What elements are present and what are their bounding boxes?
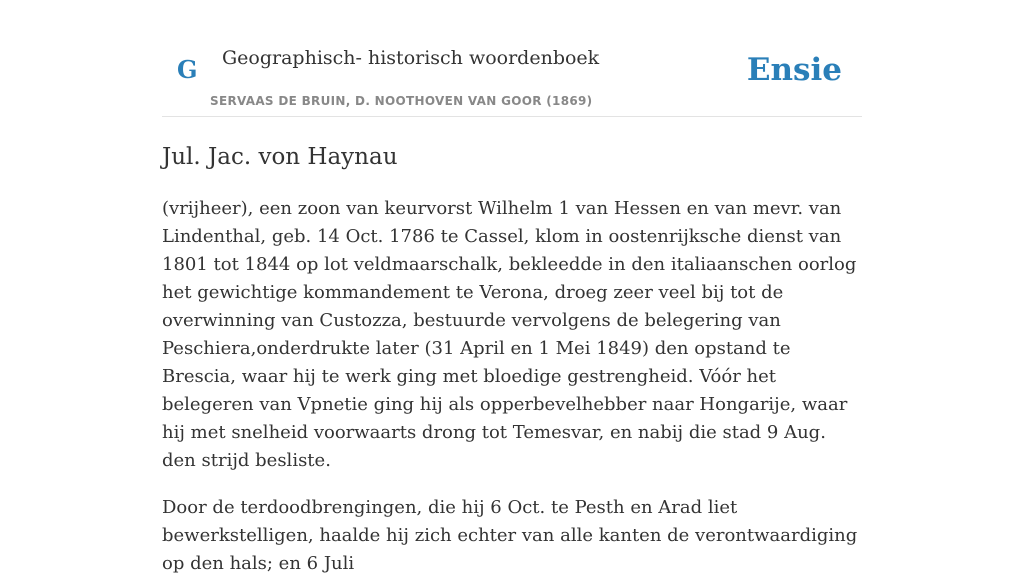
header bbox=[162, 0, 862, 117]
book-title-link[interactable]: Geographisch- historisch woordenboek bbox=[222, 47, 600, 69]
entry-paragraph: Door de terdoodbrengingen, die hij 6 Oct. te Pesth en Arad liet bewerkstelligen, haalde hij zich echter van alle kanten de verontwaardiging op den hals; en 6 Juli bbox=[162, 497, 858, 574]
book-author: SERVAAS DE BRUIN, D. NOOTHOVEN VAN GOOR (1869) bbox=[210, 94, 593, 108]
entry-title: Jul. Jac. von Haynau bbox=[162, 144, 398, 170]
index-letter-link[interactable]: G bbox=[177, 55, 198, 84]
page bbox=[162, 0, 862, 574]
ensie-logo-link[interactable]: Ensie bbox=[746, 52, 842, 88]
entry-paragraph: (vrijheer), een zoon van keurvorst Wilhelm 1 van Hessen en van mevr. van Lindenthal, geb. 14 Oct. 1786 te Cassel, klom in oostenrijksche dienst van 1801 tot 1844 op lot veldmaarschalk, bekleedde in den italiaanschen oorlog het gewichtige kommandement te Verona, droeg zeer veel bij tot de overwinning van Custozza, bestuurde vervolgens de belegering van Peschiera,onderdrukte later (31 April en 1 Mei 1849) den opstand te Brescia, waar hij te werk ging met bloedige gestrengheid. Vóór het belegeren van Vpnetie ging hij als opperbevelhebber naar Hongarije, waar hij met snelheid voorwaarts drong tot Temesvar, en nabij die stad 9 Aug. den strijd besliste. bbox=[162, 198, 857, 471]
